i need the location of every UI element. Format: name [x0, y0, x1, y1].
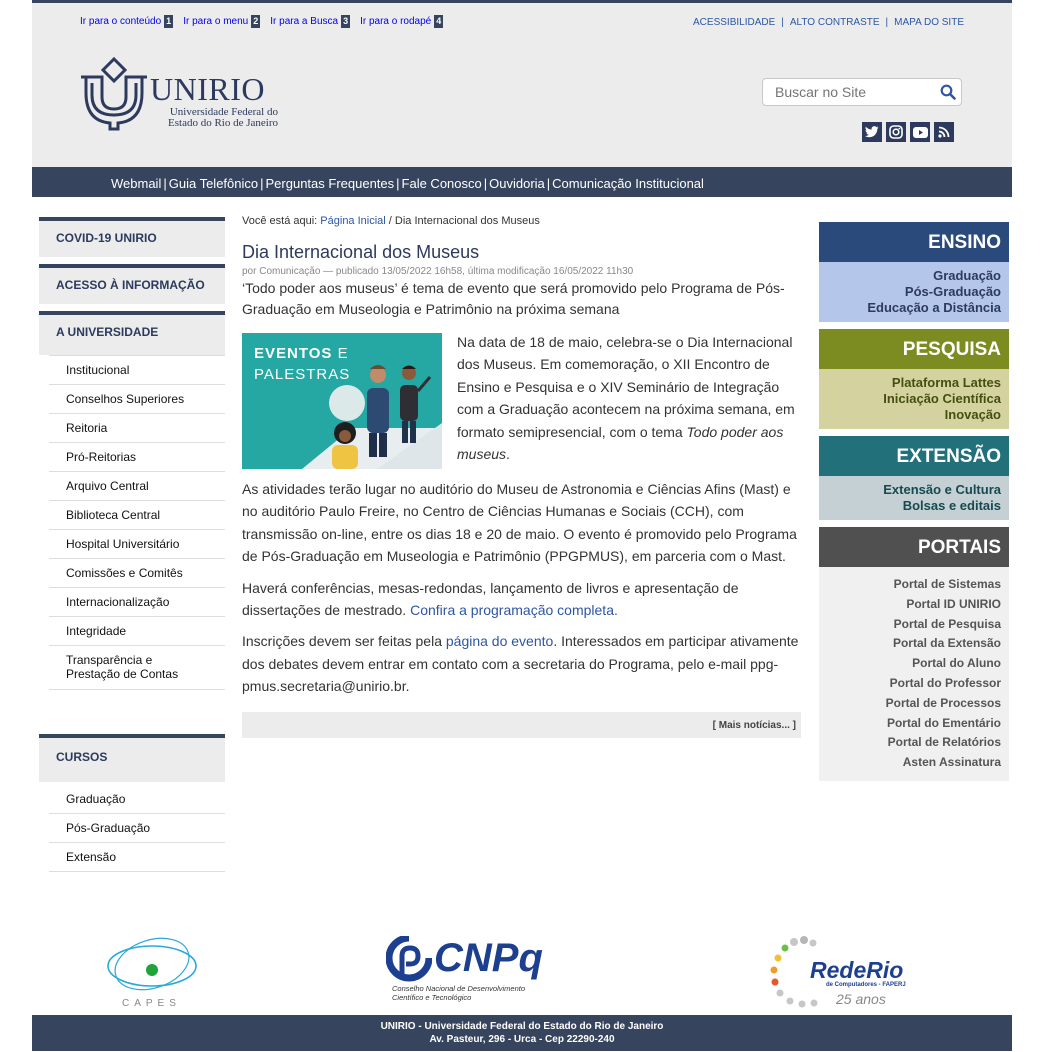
skip-link-content[interactable] — [80, 15, 173, 28]
twitter-icon[interactable] — [862, 122, 882, 142]
portais-links — [819, 567, 1009, 781]
sidebar-section-cursos[interactable]: CURSOS — [39, 734, 225, 782]
capes-label: CAPES — [122, 998, 181, 1009]
header — [32, 0, 1012, 167]
extensao-link-cultura[interactable]: Extensão e Cultura — [883, 482, 1001, 497]
transparencia-line2: Prestação de Contas — [66, 667, 179, 681]
youtube-icon[interactable] — [910, 122, 930, 142]
logo-sub-line1: Universidade Federal do — [169, 106, 278, 118]
skip-link-num: 1 — [166, 16, 172, 26]
search-input[interactable] — [763, 79, 923, 105]
sidebar-section-acesso-informacao[interactable]: ACESSO À INFORMAÇÃO — [39, 264, 225, 304]
footer-line-2: Av. Pasteur, 296 - Urca - Cep 22290-240 — [429, 1034, 615, 1045]
rederio-years: 25 anos — [836, 991, 886, 1007]
logo-subtitle — [150, 107, 278, 129]
sidebar-item-conselhos-superiores[interactable]: Conselhos Superiores — [49, 385, 225, 414]
article-paragraph-1-end: . — [506, 446, 510, 463]
skip-link-num: 2 — [253, 16, 259, 26]
article-paragraph-2: As atividades terão lugar no auditório do Museu de Astronomia e Ciências Afins (Mast) e no auditório Paulo Freire, no Centro de Ciências Humanas e Sociais (CCH), com transmissão on-line, entre os dias 18 e 20 de maio. O evento é promovido pelo Programa de Pós-Graduação em Museologia e Patrimônio (PPGPMUS), em parceria com o Mast. — [242, 481, 797, 565]
portal-link-aluno[interactable]: Portal do Aluno — [912, 656, 1001, 671]
extensao-links — [819, 476, 1009, 520]
sidebar-item-biblioteca-central[interactable]: Biblioteca Central — [49, 501, 225, 530]
breadcrumb — [242, 215, 801, 227]
article-feature — [242, 333, 801, 473]
sidebar-item-pro-reitorias[interactable]: Pró-Reitorias — [49, 443, 225, 472]
nav-perguntas-frequentes[interactable]: Perguntas Frequentes — [265, 176, 395, 191]
ensino-link-pos-graduacao[interactable]: Pós-Graduação — [904, 284, 1001, 299]
pesquisa-link-iniciacao[interactable]: Iniciação Científica — [883, 391, 1001, 406]
capes-logo[interactable] — [102, 934, 202, 1012]
skip-link-label: Ir para o conteúdo — [80, 16, 162, 27]
cnpq-logo[interactable] — [386, 936, 556, 1008]
partner-logos — [32, 930, 1012, 1010]
breadcrumb-label: Você está aqui: — [242, 215, 318, 227]
unirio-logo[interactable] — [78, 57, 288, 137]
sidebar-item-pos-graduacao[interactable]: Pós-Graduação — [49, 814, 225, 843]
cursos-menu — [49, 785, 225, 872]
portal-link-extensao[interactable]: Portal da Extensão — [892, 636, 1001, 651]
article-byline: por Comunicação — publicado 13/05/2022 16h58, última modificação 16/05/2022 11h30 — [242, 266, 634, 277]
portais-block — [819, 527, 1009, 781]
article-lead: ‘Todo poder aos museus’ é tema de evento que será promovido pelo Programa de Pós-Graduação em Museologia e Patrimônio na próxima semana — [242, 280, 785, 317]
skip-link-label: Ir para a Busca — [270, 16, 339, 27]
article-paragraph-1 — [457, 331, 802, 465]
sidebar-item-institucional[interactable]: Institucional — [49, 356, 225, 385]
rederio-logo[interactable] — [768, 934, 918, 1010]
universidade-menu — [49, 355, 225, 690]
article-paragraph-3 — [242, 577, 801, 622]
main-navbar: Webmail | Guia Telefônico | Perguntas Frequentes | Fale Conosco | Ouvidoria | Comunicação Institucional — [32, 167, 1012, 197]
sidebar-item-graduacao[interactable]: Graduação — [49, 785, 225, 814]
unirio-emblem-icon — [78, 57, 150, 131]
sidebar-item-internacionalizacao[interactable]: Internacionalização — [49, 588, 225, 617]
skip-link-menu[interactable] — [183, 15, 260, 28]
cnpq-wordmark: CNPq — [434, 936, 543, 980]
extensao-block — [819, 436, 1009, 520]
footer-line-1: UNIRIO - Universidade Federal do Estado do Rio de Janeiro — [380, 1021, 664, 1032]
event-page-link[interactable]: página do evento — [445, 633, 554, 650]
social-links — [862, 122, 954, 142]
programacao-link[interactable]: Confira a programação completa. — [410, 602, 618, 619]
portais-heading[interactable]: PORTAIS — [819, 527, 1009, 567]
sidebar-item-arquivo-central[interactable]: Arquivo Central — [49, 472, 225, 501]
sidebar-section-universidade[interactable]: A UNIVERSIDADE — [39, 311, 225, 355]
ensino-links — [819, 262, 1009, 322]
ensino-link-graduacao[interactable]: Graduação — [933, 268, 1001, 283]
nav-webmail[interactable]: Webmail — [111, 176, 162, 191]
instagram-icon[interactable] — [886, 122, 906, 142]
breadcrumb-current: Dia Internacional dos Museus — [394, 215, 540, 227]
more-news-link[interactable]: [ Mais notícias... ] — [712, 719, 796, 731]
portal-link-ementario[interactable]: Portal do Ementário — [886, 715, 1001, 730]
nav-guia-telefonico[interactable]: Guia Telefônico — [168, 176, 259, 191]
skip-link-label: Ir para o rodapé — [360, 16, 432, 27]
capes-emblem-icon — [102, 934, 202, 994]
pesquisa-link-lattes[interactable]: Plataforma Lattes — [891, 375, 1001, 390]
sidebar-item-comissoes-comites[interactable]: Comissões e Comitês — [49, 559, 225, 588]
nav-ouvidoria[interactable]: Ouvidoria — [489, 176, 545, 191]
cnpq-subtitle-line2: Científico e Tecnológico — [392, 993, 472, 1002]
cnpq-subtitle — [392, 984, 525, 1002]
article-paragraph-4-text: Inscrições devem ser feitas pela — [242, 633, 446, 650]
nav-fale-conosco[interactable]: Fale Conosco — [401, 176, 482, 191]
search-box — [762, 78, 962, 106]
nav-comunicacao-institucional[interactable]: Comunicação Institucional — [552, 176, 704, 191]
left-sidebar — [39, 217, 225, 872]
portal-link-sistemas[interactable]: Portal de Sistemas — [893, 577, 1001, 591]
people-illustration-icon — [242, 333, 442, 469]
more-news-bar — [242, 712, 801, 738]
skip-link-label: Ir para o menu — [183, 16, 249, 27]
event-illustration — [242, 333, 442, 469]
rss-icon[interactable] — [934, 122, 954, 142]
footer — [32, 1015, 1012, 1051]
article-paragraph-4-end: . Interessados em participar ativamente dos debates devem entrar em contato com a secretaria do Programa, pelo e-mail ppg-pmus.secretaria@unirio.br. — [242, 633, 799, 695]
pesquisa-link-inovacao[interactable]: Inovação — [944, 407, 1001, 422]
search-icon[interactable] — [940, 84, 956, 100]
skip-links — [80, 15, 443, 28]
ensino-heading[interactable]: ENSINO — [819, 222, 1009, 262]
sidebar-item-hospital-universitario[interactable]: Hospital Universitário — [49, 530, 225, 559]
extensao-link-bolsas[interactable]: Bolsas e editais — [902, 498, 1001, 513]
event-image-conjunction: E — [337, 345, 349, 362]
article-theme: Todo poder aos museus — [457, 423, 784, 463]
sidebar-item-extensao[interactable]: Extensão — [49, 843, 225, 872]
rederio-subtitle: de Computadores - FAPERJ — [826, 982, 906, 988]
sidebar-section-covid[interactable]: COVID-19 UNIRIO — [39, 217, 225, 257]
ensino-link-ead[interactable]: Educação a Distância — [867, 300, 1001, 315]
rederio-wordmark: RedeRio — [810, 957, 904, 983]
article-paragraph-3-text: Haverá conferências, mesas-redondas, lançamento de livros e apresentação de dissertações de mestrado. — [242, 579, 739, 619]
sidebar-item-reitoria[interactable]: Reitoria — [49, 414, 225, 443]
pesquisa-block — [819, 329, 1009, 429]
skip-link-num: 3 — [343, 16, 349, 26]
ensino-block — [819, 222, 1009, 322]
breadcrumb-separator: / — [388, 215, 392, 227]
main-content — [242, 215, 801, 738]
extensao-heading[interactable]: EXTENSÃO — [819, 436, 1009, 476]
pesquisa-heading[interactable]: PESQUISA — [819, 329, 1009, 369]
article-paragraph-4 — [242, 630, 801, 697]
page-title: Dia Internacional dos Museus — [242, 242, 480, 262]
right-sidebar — [819, 222, 1009, 788]
article-paragraph-1-text: Na data de 18 de maio, celebra-se o Dia Internacional dos Museus. Em comemoração, o XII Encontro de Ensino e Pesquisa e o XIV Seminário de Integração com a Graduação acontecem na próxima semana, em formato semipresencial, com o tema — [457, 334, 795, 440]
skip-link-num: 4 — [436, 16, 442, 26]
sidebar-item-transparencia[interactable] — [49, 646, 225, 690]
portal-link-processos[interactable]: Portal de Processos — [885, 695, 1001, 710]
portal-link-pesquisa[interactable]: Portal de Pesquisa — [893, 616, 1001, 631]
portal-link-id[interactable]: Portal ID UNIRIO — [906, 596, 1001, 611]
event-image-subtitle: PALESTRAS — [254, 366, 351, 383]
high-contrast-link[interactable]: ALTO CONTRASTE — [789, 17, 880, 28]
breadcrumb-home-link[interactable]: Página Inicial — [320, 215, 386, 227]
event-image-word: EVENTOS — [254, 345, 333, 362]
cnpq-subtitle-line1: Conselho Nacional de Desenvolvimento — [392, 984, 525, 993]
skip-link-search[interactable] — [270, 15, 350, 28]
portal-link-professor[interactable]: Portal do Professor — [889, 675, 1001, 690]
logo-sub-line2: Estado do Rio de Janeiro — [168, 117, 278, 129]
portal-link-asten[interactable]: Asten Assinatura — [902, 755, 1001, 770]
cnpq-emblem-icon — [386, 936, 432, 982]
skip-link-footer[interactable] — [360, 15, 443, 28]
portal-link-relatorios[interactable]: Portal de Relatórios — [887, 735, 1001, 750]
accessibility-link[interactable]: ACESSIBILIDADE — [693, 17, 776, 28]
pesquisa-links — [819, 369, 1009, 429]
top-links: ACESSIBILIDADE | ALTO CONTRASTE | MAPA DO SITE — [693, 17, 964, 28]
sidebar-item-integridade[interactable]: Integridade — [49, 617, 225, 646]
transparencia-line1: Transparência e — [66, 653, 153, 667]
sitemap-link[interactable]: MAPA DO SITE — [894, 17, 964, 28]
logo-name: UNIRIO — [150, 71, 265, 107]
